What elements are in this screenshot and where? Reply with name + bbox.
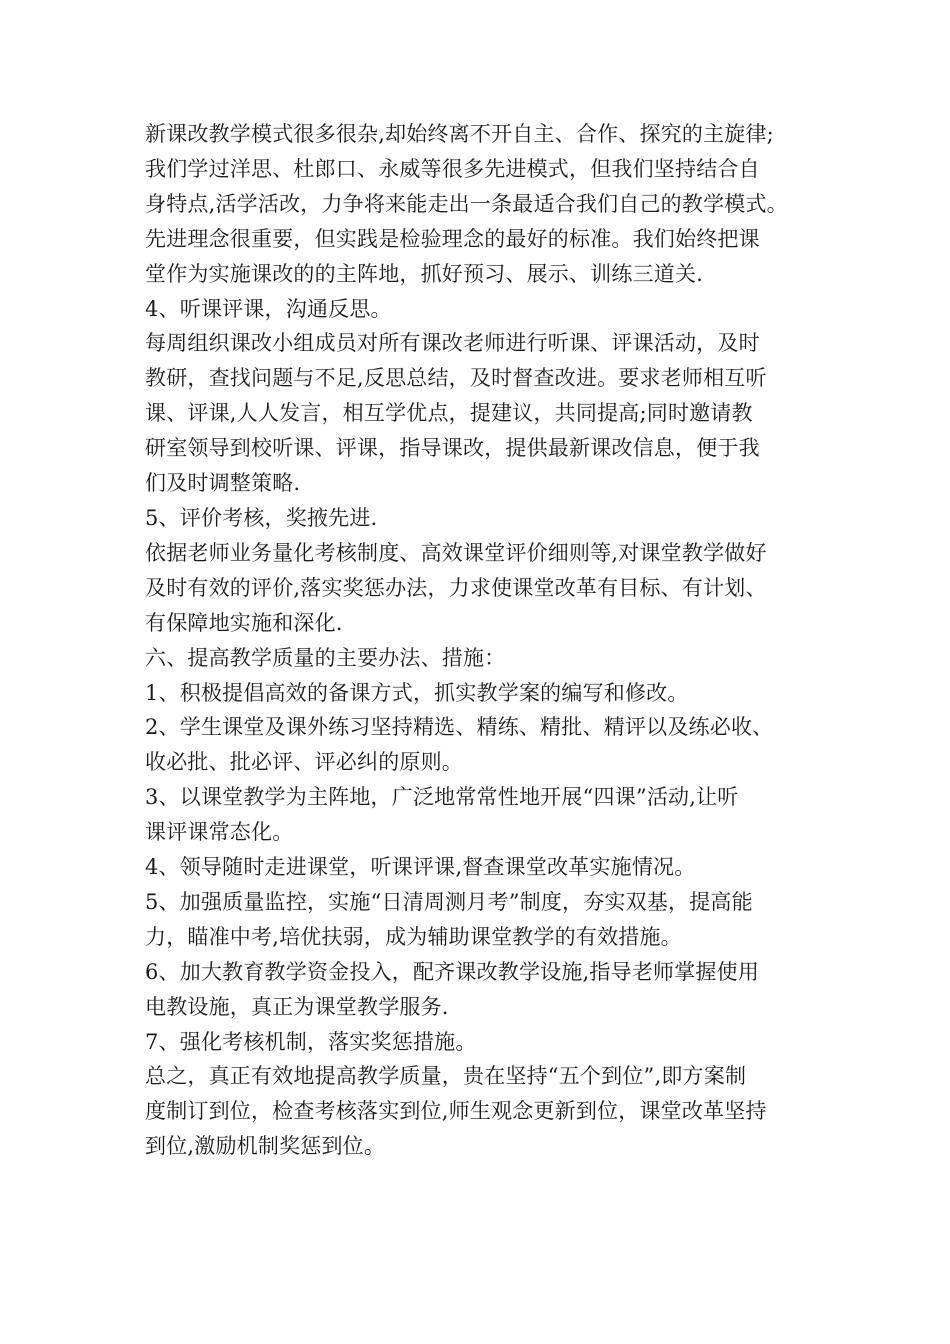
text-line: 新课改教学模式很多很杂,却始终离不开自主、合作、探究的主旋律;	[145, 122, 774, 146]
text-line: 度制订到位，检查考核落实到位,师生观念更新到位，课堂改革坚持	[145, 1099, 767, 1124]
document-page	[145, 117, 825, 1164]
text-line: 总之，真正有效地提高教学质量，贵在坚持“五个到位”,即方案制	[145, 1064, 747, 1089]
text-line: 身特点,活学活改，力争将来能走出一条最适合我们自己的教学模式。	[145, 191, 788, 216]
text-line: 堂作为实施课改的的主阵地，抓好预习、展示、训练三道关.	[145, 261, 704, 286]
text-line: 依据老师业务量化考核制度、高效课堂评价细则等,对课堂教学做好	[145, 540, 767, 565]
text-line: 收必批、批必评、评必纠的原则。	[145, 750, 463, 775]
list-item: 3、以课堂教学为主阵地，广泛地常常性地开展“四课”活动,让听	[145, 785, 739, 810]
list-item: 5、加强质量监控，实施“日清周测月考”制度，夯实双基，提高能	[145, 889, 753, 914]
text-line: 我们学过洋思、杜郎口、永威等很多先进模式，但我们坚持结合自	[145, 156, 760, 181]
list-item: 2、学生课堂及课外练习坚持精选、精练、精批、精评以及练必收、	[145, 715, 774, 740]
list-item: 7、强化考核机制，落实奖惩措施。	[145, 1029, 477, 1054]
section-heading: 六、提高教学质量的主要办法、措施：	[145, 645, 506, 670]
section-heading: 4、听课评课，沟通反思。	[145, 296, 392, 321]
text-line: 先进理念很重要，但实践是检验理念的最好的标准。我们始终把课	[145, 226, 760, 251]
list-item: 1、积极提倡高效的备课方式，抓实教学案的编写和修改。	[145, 680, 689, 705]
text-line: 研室领导到校听课、评课，指导课改，提供最新课改信息，便于我	[145, 436, 760, 461]
text-line: 有保障地实施和深化.	[145, 610, 343, 635]
text-line: 力，瞄准中考,培优扶弱，成为辅助课堂教学的有效措施。	[145, 924, 682, 949]
text-line: 每周组织课改小组成员对所有课改老师进行听课、评课活动，及时	[145, 331, 760, 356]
text-line: 及时有效的评价,落实奖惩办法，力求使课堂改革有目标、有计划、	[145, 575, 767, 600]
text-line: 课、评课,人人发言，相互学优点，提建议，共同提高;同时邀请教	[145, 401, 753, 426]
section-heading: 5、评价考核，奖掖先进.	[145, 505, 378, 530]
text-line: 课评课常态化。	[145, 820, 294, 845]
text-line: 们及时调整策略.	[145, 471, 301, 496]
text-line: 电教设施，真正为课堂教学服务.	[145, 994, 449, 1019]
text-line: 到位,激励机制奖惩到位。	[145, 1134, 386, 1159]
list-item: 6、加大教育教学资金投入，配齐课改教学设施,指导老师掌握使用	[145, 959, 760, 984]
text-line: 教研，查找问题与不足,反思总结，及时督查改进。要求老师相互听	[145, 366, 767, 391]
list-item: 4、领导随时走进课堂，听课评课,督查课堂改革实施情况。	[145, 855, 696, 880]
